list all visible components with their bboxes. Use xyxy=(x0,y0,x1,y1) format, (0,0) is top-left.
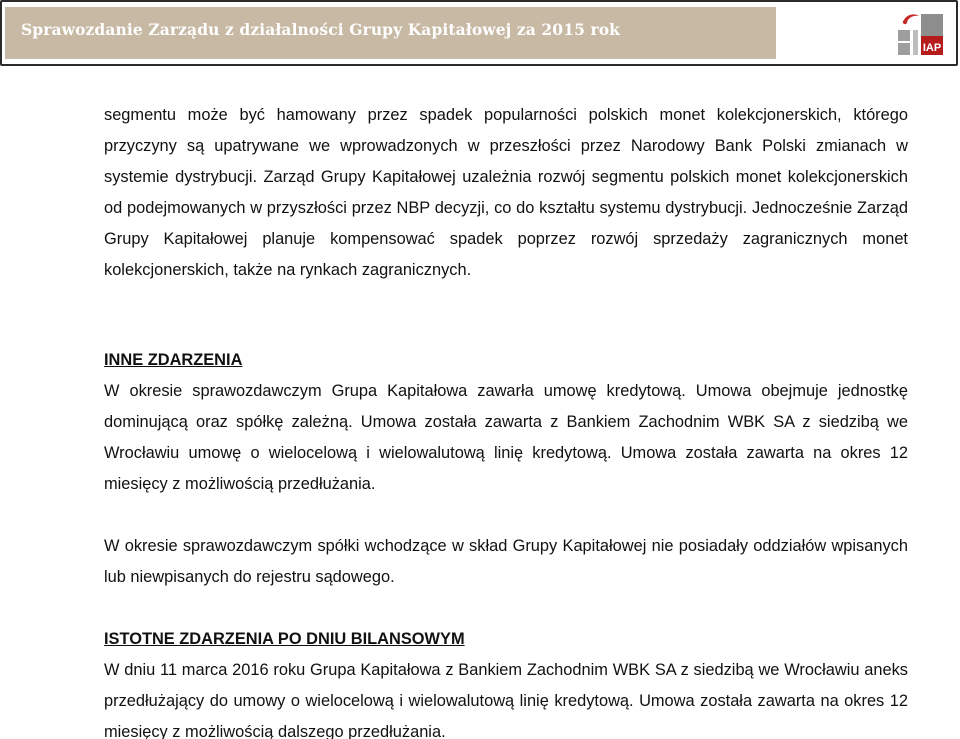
header-title-bar xyxy=(5,7,776,59)
spacer xyxy=(104,500,908,531)
iap-logo-icon xyxy=(895,10,947,58)
document-body xyxy=(104,100,908,739)
paragraph-segment-outlook: segmentu może być hamowany przez spadek popularności polskich monet kolekcjonerskich, którego przyczyny są upatrywane we wprowadzonych w przeszłości przez Narodowy Bank Polski zmianach w systemie dystrybucji. Zarząd Grupy Kapitałowej uzależnia rozwój segmentu polskich monet kolekcjonerskich od podejmowanych w przyszłości przez NBP decyzji, co do kształtu systemu dystrybucji. Jednocześnie Zarząd Grupy Kapitałowej planuje kompensować spadek poprzez rozwój sprzedaży zagranicznych monet kolekcjonerskich, także na rynkach zagranicznych. xyxy=(104,106,908,279)
paragraph-credit-agreement: W okresie sprawozdawczym Grupa Kapitałowa zawarła umowę kredytową. Umowa obejmuje jednostkę dominującą oraz spółkę zależną. Umowa została zawarta z Bankiem Zachodnim WBK SA z siedzibą we Wrocławiu umowę o wielocelową i wielowalutową linię kredytową. Umowa została zawarta na okres 12 miesięcy z możliwością przedłużania. xyxy=(104,382,908,493)
heading-post-balance-events: ISTOTNE ZDARZENIA PO DNIU BILANSOWYM xyxy=(104,630,465,648)
paragraph-branches: W okresie sprawozdawczym spółki wchodzące w skład Grupy Kapitałowej nie posiadały oddziałów wpisanych lub niewpisanych do rejestru sądowego. xyxy=(104,537,908,586)
paragraph-annex: W dniu 11 marca 2016 roku Grupa Kapitałowa z Bankiem Zachodnim WBK SA z siedzibą we Wrocławiu aneks przedłużający do umowy o wielocelową i wielowalutową linię kredytową. Umowa została zawarta na okres 12 miesięcy z możliwością dalszego przedłużania. xyxy=(104,661,908,739)
spacer xyxy=(104,593,908,624)
report-title: Sprawozdanie Zarządu z działalności Grupy Kapitałowej za 2015 rok xyxy=(21,20,621,39)
spacer xyxy=(104,286,908,345)
page-header xyxy=(0,0,958,66)
svg-text:IAP: IAP xyxy=(922,42,942,54)
heading-other-events: INNE ZDARZENIA xyxy=(104,351,243,369)
